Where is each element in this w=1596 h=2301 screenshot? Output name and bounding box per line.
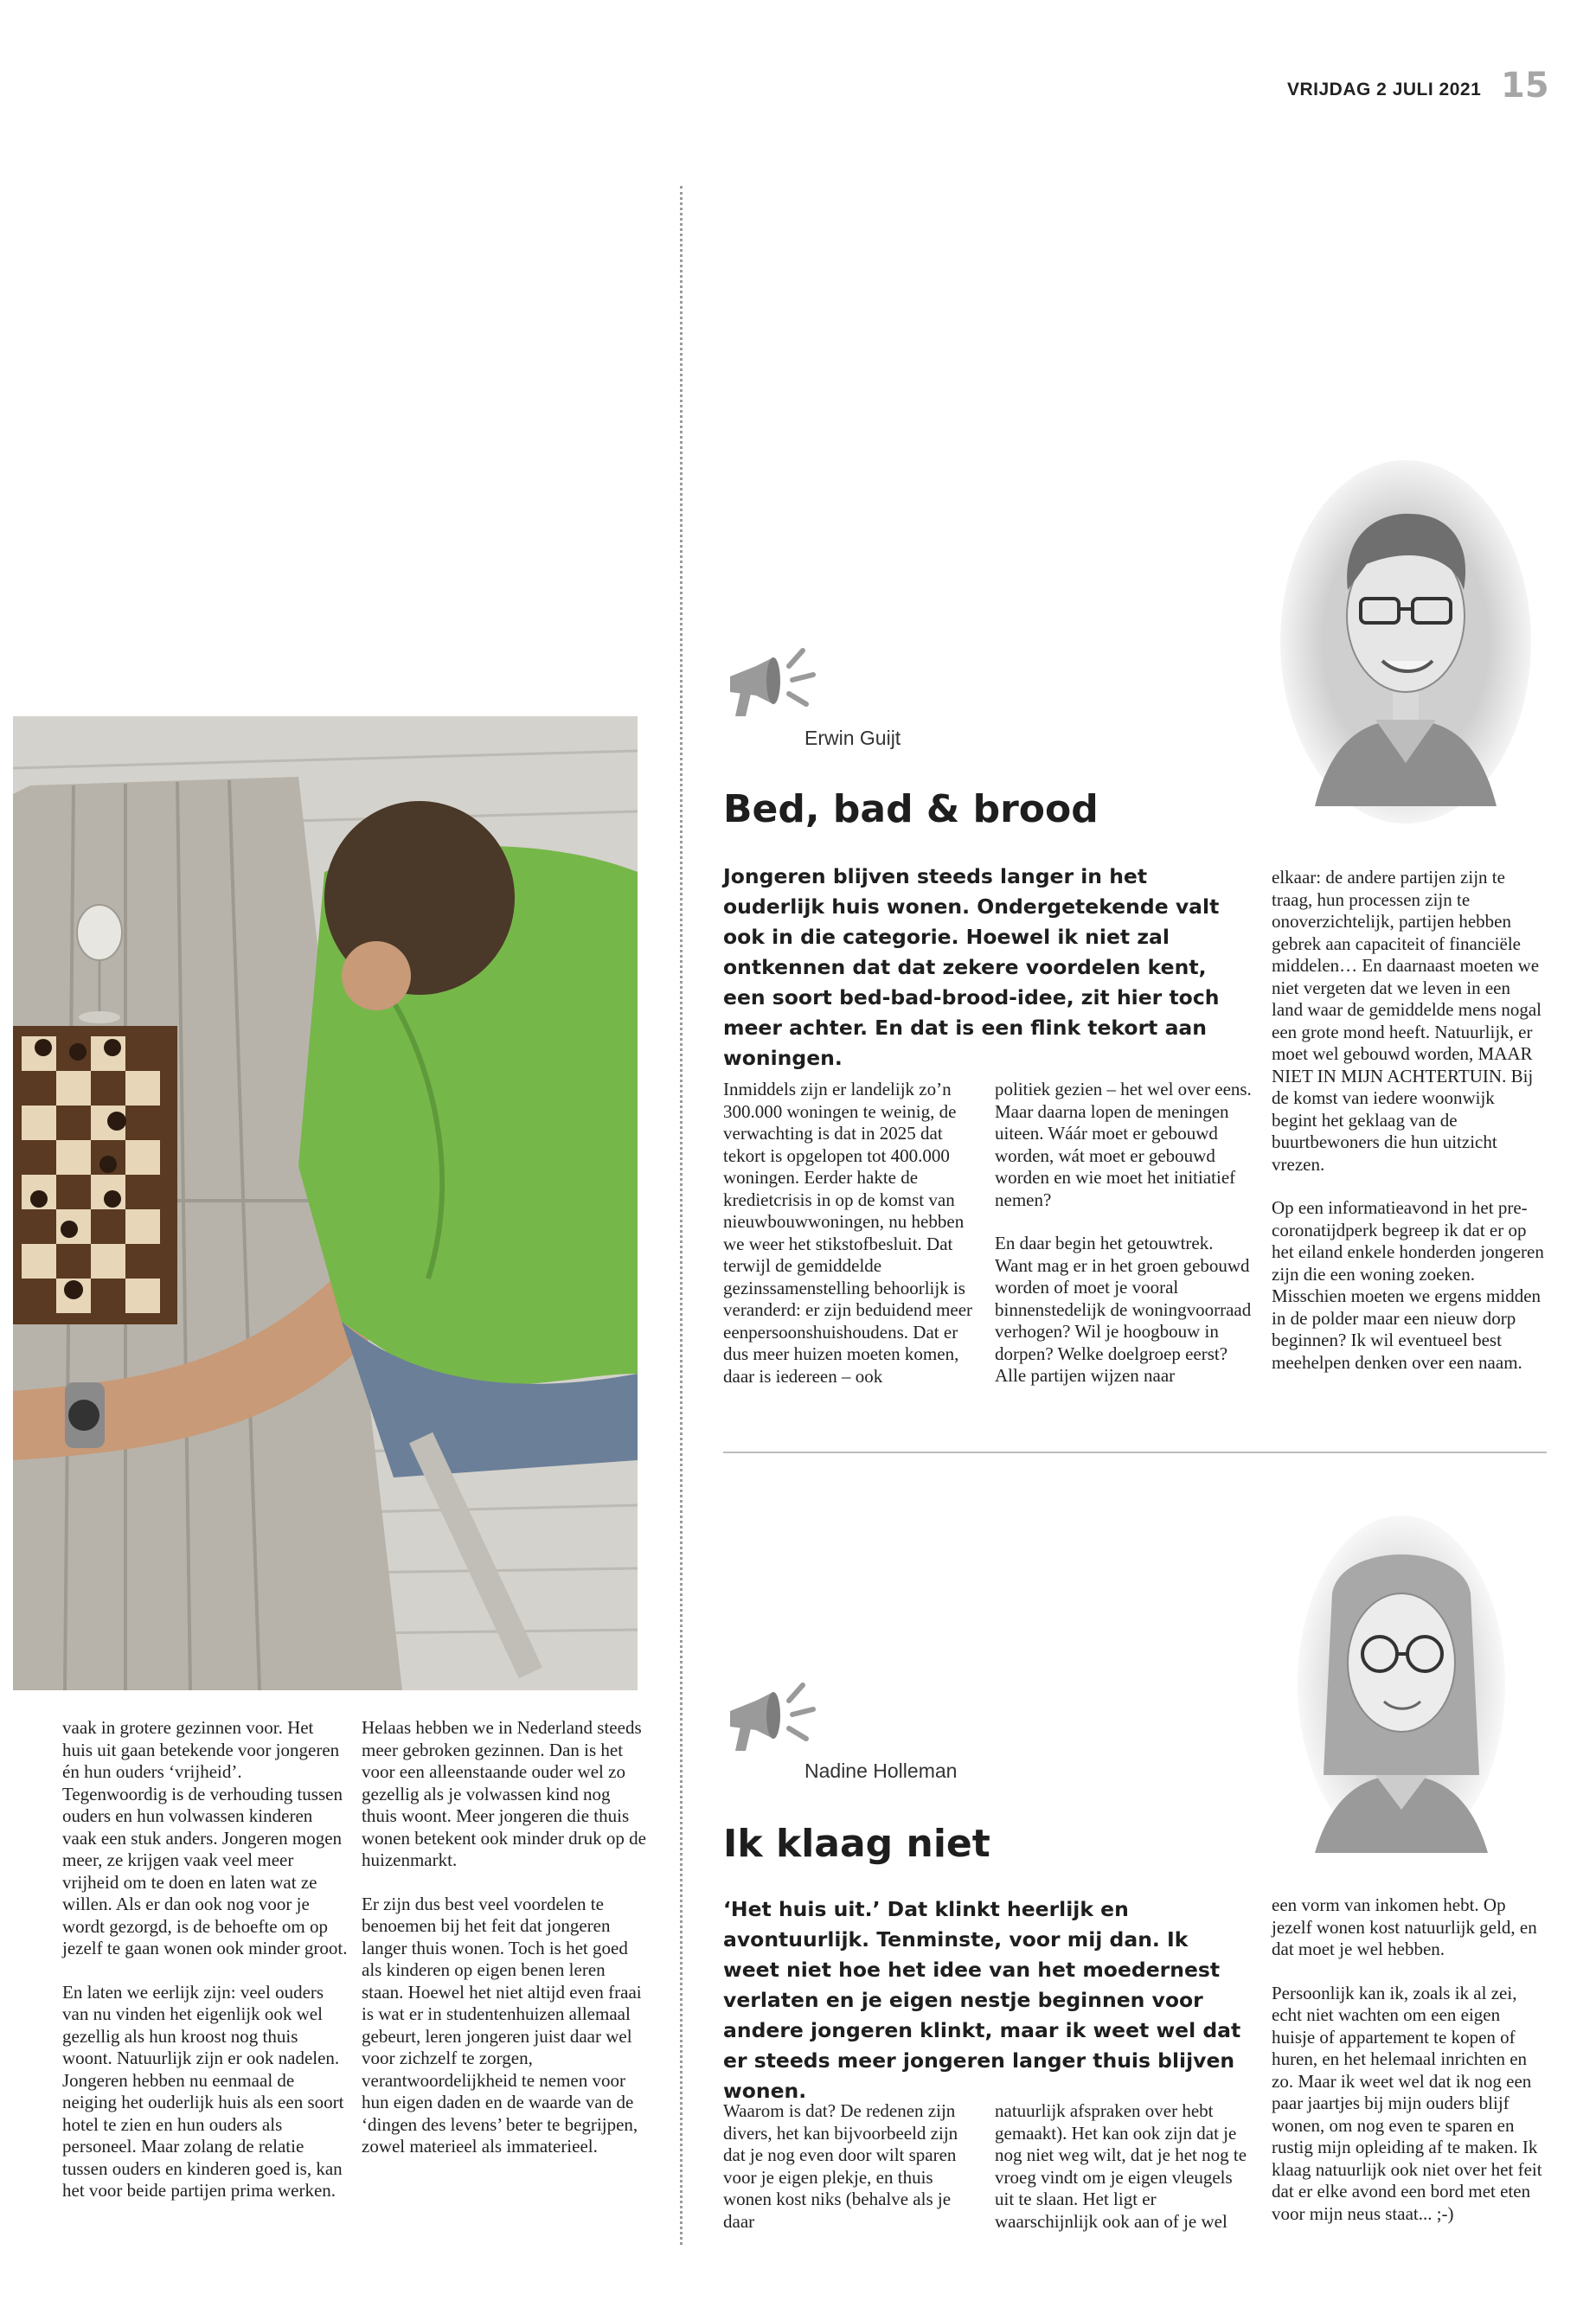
megaphone-icon xyxy=(723,642,820,728)
paragraph: En laten we eerlijk zijn: veel ouders van nu vinden het eigenlijk ook wel gezellig als hun kroost nog thuis woont. Natuurlijk zijn er ook nadelen. Jongeren hebben nu eenmaal de neiging het ouderlijk huis als een soort hotel te zien en hun ouders als personeel. Maar zolang de relatie tussen ouders en kinderen goed is, kan het voor beide partijen prima werken. xyxy=(62,1981,344,2201)
paragraph: Op een informatieavond in het pre-coronatijdperk begreep ik dat er op het eiland enkele honderden jongeren zijn die een woning zoeken. Misschien moeten we ergens midden in de polder maar een nieuw dorp beginnen? Ik wil eventueel best meehelpen denken over een naam. xyxy=(1272,1197,1544,1373)
article-column-1 xyxy=(723,2100,974,2254)
left-column-2 xyxy=(362,1717,647,2180)
paragraph: Inmiddels zijn er landelijk zo’n 300.000 woningen te weinig, de verwachting is dat in 2025 dat tekort is opgelopen tot 400.000 woningen. Eerder hakte de kredietcrisis in op de komst van nieuwbouwwoningen, nu hebben we weer het stikstofbesluit. Dat terwijl de gemiddelde gezinssamenstelling behoorlijk is veranderd: er zijn beduidend meer eenpersoonshuishoudens. Dat er dus meer huizen moeten komen, daar is iedereen – ook xyxy=(723,1079,973,1387)
paragraph: Er zijn dus best veel voordelen te benoemen bij het feit dat jongeren langer thuis wonen. Toch is het goed als kinderen op eigen benen leren staan. Hoewel het niet altijd even fraai is wat er in studentenhuizen allemaal gebeurt, leren jongeren juist daar wel voor zichzelf te zorgen, verantwoordelijkheid te nemen voor hun eigen daden en de waarde van de ‘dingen des levens’ beter te begrijpen, zowel materieel als immaterieel. xyxy=(362,1893,642,2157)
author-portrait xyxy=(1298,1516,1505,1853)
article-title: Bed, bad & brood xyxy=(723,787,1099,831)
page-number: 15 xyxy=(1501,66,1549,106)
paragraph: elkaar: de andere partijen zijn te traag, hun processen zijn te onoverzichtelijk, partijen hebben gebrek aan capaciteit of financiële middelen… En daarnaast moeten we niet vergeten dat we leven in een land waar de gemiddelde mens nogal een grote mond heeft. Natuurlijk, er moet wel gebouwd worden, MAAR NIET IN MIJN ACHTERTUIN. Bij de komst van iedere woonwijk begint het geklaag van de buurtbewoners die hun uitzicht vrezen. xyxy=(1272,867,1542,1175)
author-name: Erwin Guijt xyxy=(804,727,901,749)
article-lead: ‘Het huis uit.’ Dat klinkt heerlijk en avontuurlijk. Tenminste, voor mij dan. Ik weet niet hoe het idee van het moedernest verlaten en je eigen nestje beginnen voor andere jongeren klinkt, maar ik weet wel dat er steeds meer jongeren langer thuis blijven wonen. xyxy=(723,1897,1241,2103)
column-divider xyxy=(680,186,683,2245)
article-column-1 xyxy=(723,1079,978,1409)
article-lead: Jongeren blijven steeds langer in het ouderlijk huis wonen. Ondergetekende valt ook in die categorie. Hoewel ik niet zal ontkennen dat dat zekere voordelen kent, een soort bed-bad-brood-idee, zit hier toch meer achter. En dat is een flink tekort aan woningen. xyxy=(723,864,1220,1070)
article-column-2 xyxy=(995,1079,1254,1409)
article-column-3 xyxy=(1272,1894,1544,2247)
author-name: Nadine Holleman xyxy=(804,1759,958,1782)
paragraph: Waarom is dat? De redenen zijn divers, het kan bijvoorbeeld zijn dat je nog even door wilt sparen voor je eigen plekje, en thuis wonen kost niks (behalve als je daar xyxy=(723,2100,958,2232)
article-divider xyxy=(723,1452,1547,1453)
issue-date: VRIJDAG 2 JULI 2021 xyxy=(1287,80,1482,99)
paragraph: Persoonlijk kan ik, zoals ik al zei, echt niet wachten om een eigen huisje of appartement te kopen of huren, en het helemaal inrichten en zo. Maar ik weet wel dat ik nog een paar jaartjes bij mijn ouders blijf wonen, om nog even te sparen en rustig mijn opleiding af te maken. Ik klaag natuurlijk ook niet over het feit dat er elke avond een bord met eten voor mijn neus staat... ;-) xyxy=(1272,1982,1542,2224)
article-column-3 xyxy=(1272,867,1544,1395)
paragraph: En daar begin het getouwtrek. Want mag er in het groen gebouwd worden of moet je vooral binnenstedelijk de woningvoorraad verhogen? Wil je hoogbouw in dorpen? Welke doelgroep eerst? Alle partijen wijzen naar xyxy=(995,1233,1252,1386)
paragraph: Helaas hebben we in Nederland steeds meer gebroken gezinnen. Dan is het voor een alleenstaande ouder wel zo gezellig als je volwassen kind nog thuis woont. Meer jongeren die thuis wonen betekent ook minder druk op de huizenmarkt. xyxy=(362,1717,646,1870)
paragraph: een vorm van inkomen hebt. Op jezelf wonen kost natuurlijk geld, en dat moet je wel hebben. xyxy=(1272,1894,1537,1959)
paragraph: natuurlijk afspraken over hebt gemaakt). Het kan ook zijn dat je nog niet weg wilt, dat je het nog te vroeg vindt om je eigen vleugels uit te slaan. Het ligt er waarschijnlijk ook aan of je wel xyxy=(995,2100,1247,2232)
left-column-1 xyxy=(62,1717,348,2224)
megaphone-icon xyxy=(723,1676,820,1763)
author-portrait xyxy=(1280,460,1531,824)
paragraph: politiek gezien – het wel over eens. Maar daarna lopen de meningen uiteen. Wáár moet er gebouwd worden, wát moet er gebouwd worden en wie moet het initiatief nemen? xyxy=(995,1079,1252,1210)
article-title: Ik klaag niet xyxy=(723,1822,990,1866)
paragraph: vaak in grotere gezinnen voor. Het huis uit gaan betekende voor jongeren én hun ouders ‘vrijheid’. Tegenwoordig is de verhouding tussen ouders en hun volwassen kinderen vaak een stuk anders. Jongeren mogen meer, ze krijgen vaak veel meer vrijheid om te doen en laten wat ze willen. Als er dan ook nog voor je wordt gezorgd, is de behoefte om op jezelf te gaan wonen ook minder groot. xyxy=(62,1717,348,1958)
article-column-2 xyxy=(995,2100,1254,2254)
chess-photo xyxy=(13,716,638,1690)
